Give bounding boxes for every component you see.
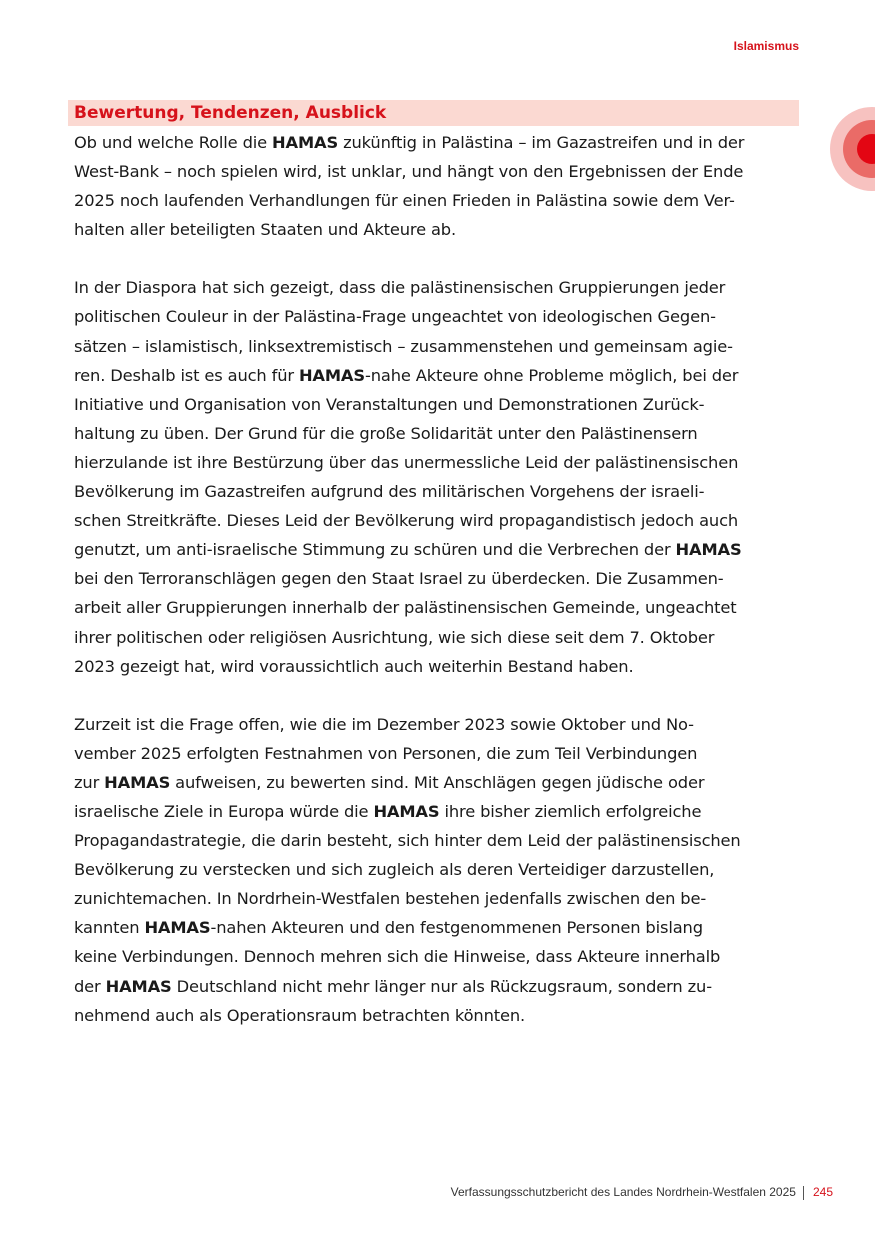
text-run: politischen Couleur in der Palästina-Frage ungeachtet von ideologischen Gegen- (74, 307, 716, 327)
text-run: sätzen – islamistisch, linksextremistisch – zusammenstehen und gemeinsam agie- (74, 336, 733, 356)
text-line (74, 273, 802, 302)
text-run: zur (74, 772, 105, 792)
text-line (74, 710, 802, 739)
emphasized-term: HAMAS (298, 365, 365, 385)
emphasized-term: HAMAS (675, 540, 742, 560)
text-run: In der Diaspora hat sich gezeigt, dass die palästinensischen Gruppierungen jeder (74, 278, 726, 298)
text-run: arbeit aller Gruppierungen innerhalb der palästinensischen Gemeinde, ungeachtet (74, 598, 737, 618)
footer-separator (803, 1186, 804, 1200)
text-run: hierzulande ist ihre Bestürzung über das unermessliche Leid der palästinensischen (74, 452, 739, 472)
text-line (74, 506, 802, 535)
text-line (74, 884, 802, 913)
text-line (74, 448, 802, 477)
text-run: -nahen Akteuren und den festgenommenen Personen bislang (210, 918, 703, 938)
emphasized-term: HAMAS (144, 918, 211, 938)
body-text (74, 128, 802, 1059)
text-run: israelische Ziele in Europa würde die (74, 801, 374, 821)
text-run: vember 2025 erfolgten Festnahmen von Personen, die zum Teil Verbindungen (74, 743, 698, 763)
emphasized-term: HAMAS (104, 772, 171, 792)
chapter-marker-icon (830, 107, 875, 191)
text-line (74, 390, 802, 419)
text-run: Bevölkerung zu verstecken und sich zugleich als deren Verteidiger darzustellen, (74, 860, 715, 880)
text-run: ihrer politischen oder religiösen Ausrichtung, wie sich diese seit dem 7. Oktober (74, 627, 715, 647)
text-run: Ob und welche Rolle die (74, 133, 273, 152)
text-run: West-Bank – noch spielen wird, ist unklar, und hängt von den Ergebnissen der Ende (74, 162, 744, 182)
footer-publication-title: Verfassungsschutzbericht des Landes Nordrhein-Westfalen 2025 (450, 1185, 796, 1199)
page-footer (451, 1185, 833, 1200)
text-line (74, 972, 802, 1001)
text-line (74, 652, 802, 681)
text-run: 2025 noch laufenden Verhandlungen für einen Frieden in Palästina sowie dem Ver- (74, 191, 735, 211)
text-run: aufweisen, zu bewerten sind. Mit Anschlägen gegen jüdische oder (170, 772, 705, 792)
text-line (74, 855, 802, 884)
text-run: zunichtemachen. In Nordrhein-Westfalen bestehen jedenfalls zwischen den be- (74, 889, 707, 909)
page-number: 245 (812, 1185, 833, 1199)
text-line (74, 361, 802, 390)
emphasized-term: HAMAS (373, 801, 440, 821)
text-run: Propagandastrategie, die darin besteht, sich hinter dem Leid der palästinensischen (74, 831, 741, 851)
text-run: Zurzeit ist die Frage offen, wie die im Dezember 2023 sowie Oktober und No- (74, 714, 694, 734)
running-header-section-label: Islamismus (733, 39, 799, 53)
text-line (74, 215, 802, 244)
text-run: Initiative und Organisation von Veranstaltungen und Demonstrationen Zurück- (74, 394, 705, 414)
text-line (74, 477, 802, 506)
text-line (74, 623, 802, 652)
text-run: zukünftig in Palästina – im Gazastreifen und in der (338, 133, 745, 152)
text-line (74, 768, 802, 797)
text-line (74, 739, 802, 768)
text-run: kannten (74, 918, 145, 938)
text-run: -nahe Akteure ohne Probleme möglich, bei der (364, 365, 739, 385)
text-run: der (74, 976, 106, 996)
text-run: genutzt, um anti-israelische Stimmung zu schüren und die Verbrechen der (74, 540, 676, 560)
text-line (74, 302, 802, 331)
emphasized-term: HAMAS (272, 133, 339, 152)
text-run: haltung zu üben. Der Grund für die große Solidarität unter den Palästinensern (74, 423, 698, 443)
text-run: 2023 gezeigt hat, wird voraussichtlich auch weiterhin Bestand haben. (74, 656, 634, 676)
text-line (74, 419, 802, 448)
text-run: ren. Deshalb ist es auch für (74, 365, 299, 385)
text-run: schen Streitkräfte. Dieses Leid der Bevölkerung wird propagandistisch jedoch auch (74, 511, 739, 531)
text-line (74, 593, 802, 622)
paragraph (74, 710, 802, 1030)
emphasized-term: HAMAS (105, 976, 172, 996)
section-heading: Bewertung, Tendenzen, Ausblick (68, 100, 799, 126)
text-run: keine Verbindungen. Dennoch mehren sich die Hinweise, dass Akteure innerhalb (74, 947, 721, 967)
text-line (74, 157, 802, 186)
text-line (74, 535, 802, 564)
paragraph (74, 128, 802, 244)
text-line (74, 128, 802, 157)
text-run: bei den Terroranschlägen gegen den Staat Israel zu überdecken. Die Zusammen- (74, 569, 724, 589)
text-line (74, 332, 802, 361)
text-line (74, 1001, 802, 1030)
paragraph (74, 273, 802, 680)
text-run: ihre bisher ziemlich erfolgreiche (439, 801, 702, 821)
text-line (74, 942, 802, 971)
text-line (74, 826, 802, 855)
text-line (74, 913, 802, 942)
text-run: nehmend auch als Operationsraum betrachten könnten. (74, 1005, 526, 1025)
text-line (74, 564, 802, 593)
text-run: halten aller beteiligten Staaten und Akteure ab. (74, 220, 456, 240)
text-run: Bevölkerung im Gazastreifen aufgrund des militärischen Vorgehens der israeli- (74, 482, 705, 502)
text-line (74, 186, 802, 215)
text-line (74, 797, 802, 826)
text-run: Deutschland nicht mehr länger nur als Rückzugsraum, sondern zu- (171, 976, 712, 996)
